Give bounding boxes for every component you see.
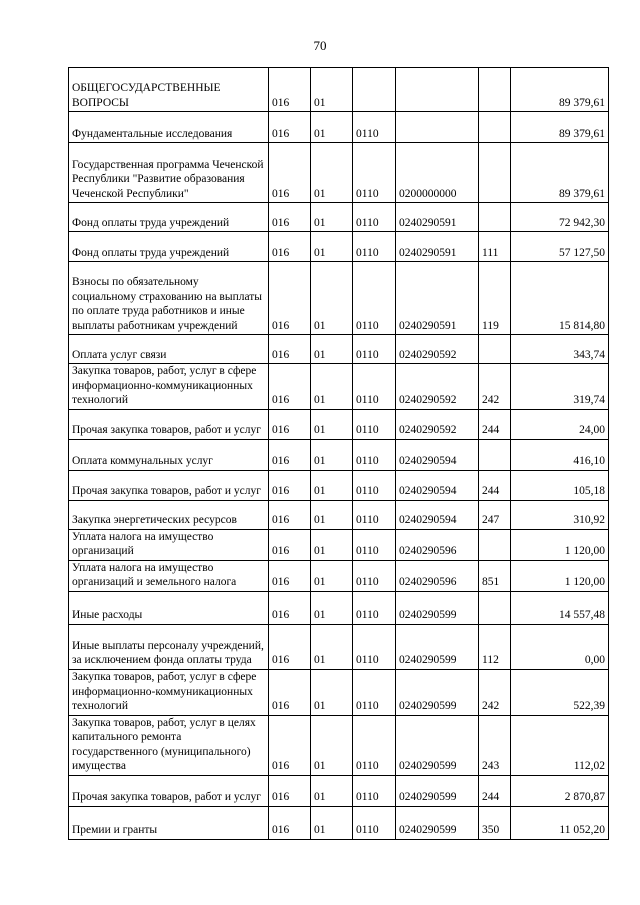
table-row xyxy=(69,715,609,775)
cell-amount: 0,00 xyxy=(511,624,609,669)
table-row xyxy=(69,409,609,439)
cell-section-code: 01 xyxy=(311,715,353,775)
cell-target-article: 0240290592 xyxy=(396,335,479,364)
cell-target-article: 0240290596 xyxy=(396,560,479,591)
cell-amount: 14 557,48 xyxy=(511,591,609,624)
cell-name: Уплата налога на имущество организаций и земельного налога xyxy=(69,560,269,591)
table-row xyxy=(69,470,609,500)
cell-target-article: 0240290599 xyxy=(396,715,479,775)
cell-subsection-code xyxy=(353,68,396,112)
cell-subsection-code: 0110 xyxy=(353,500,396,529)
budget-table-body xyxy=(69,68,609,840)
cell-amount: 72 942,30 xyxy=(511,203,609,232)
cell-expense-type: 111 xyxy=(479,232,511,262)
cell-subsection-code: 0110 xyxy=(353,112,396,143)
cell-section-code: 01 xyxy=(311,203,353,232)
cell-name: Прочая закупка товаров, работ и услуг xyxy=(69,470,269,500)
cell-ved-code: 016 xyxy=(269,409,311,439)
cell-section-code: 01 xyxy=(311,439,353,470)
cell-amount: 1 120,00 xyxy=(511,529,609,560)
cell-subsection-code: 0110 xyxy=(353,560,396,591)
cell-subsection-code: 0110 xyxy=(353,262,396,335)
cell-subsection-code: 0110 xyxy=(353,335,396,364)
cell-target-article xyxy=(396,68,479,112)
cell-section-code: 01 xyxy=(311,335,353,364)
cell-target-article: 0240290591 xyxy=(396,262,479,335)
cell-section-code: 01 xyxy=(311,624,353,669)
page-number: 70 xyxy=(313,38,327,53)
cell-section-code: 01 xyxy=(311,364,353,410)
table-row xyxy=(69,143,609,203)
cell-ved-code: 016 xyxy=(269,500,311,529)
cell-amount: 319,74 xyxy=(511,364,609,410)
table-row xyxy=(69,262,609,335)
cell-name: Закупка товаров, работ, услуг в целях капитального ремонта государственного (муниципального) имущества xyxy=(69,715,269,775)
cell-subsection-code: 0110 xyxy=(353,203,396,232)
cell-target-article: 0240290591 xyxy=(396,203,479,232)
cell-section-code: 01 xyxy=(311,669,353,715)
cell-amount: 89 379,61 xyxy=(511,68,609,112)
cell-target-article xyxy=(396,112,479,143)
table-row xyxy=(69,806,609,839)
cell-section-code: 01 xyxy=(311,262,353,335)
cell-target-article: 0240290592 xyxy=(396,364,479,410)
cell-subsection-code: 0110 xyxy=(353,143,396,203)
cell-subsection-code: 0110 xyxy=(353,529,396,560)
cell-name: ОБЩЕГОСУДАРСТВЕННЫЕ ВОПРОСЫ xyxy=(69,68,269,112)
cell-section-code: 01 xyxy=(311,591,353,624)
cell-ved-code: 016 xyxy=(269,560,311,591)
cell-name: Закупка товаров, работ, услуг в сфере информационно-коммуникационных технологий xyxy=(69,364,269,410)
cell-amount: 89 379,61 xyxy=(511,143,609,203)
cell-subsection-code: 0110 xyxy=(353,439,396,470)
cell-amount: 343,74 xyxy=(511,335,609,364)
cell-target-article: 0240290599 xyxy=(396,591,479,624)
cell-ved-code: 016 xyxy=(269,470,311,500)
cell-subsection-code: 0110 xyxy=(353,806,396,839)
cell-expense-type: 112 xyxy=(479,624,511,669)
cell-expense-type: 851 xyxy=(479,560,511,591)
cell-expense-type: 242 xyxy=(479,669,511,715)
cell-ved-code: 016 xyxy=(269,203,311,232)
cell-section-code: 01 xyxy=(311,775,353,806)
cell-amount: 15 814,80 xyxy=(511,262,609,335)
cell-amount: 1 120,00 xyxy=(511,560,609,591)
cell-name: Оплата коммунальных услуг xyxy=(69,439,269,470)
cell-section-code: 01 xyxy=(311,232,353,262)
cell-expense-type xyxy=(479,529,511,560)
cell-expense-type: 247 xyxy=(479,500,511,529)
cell-section-code: 01 xyxy=(311,68,353,112)
cell-name: Закупка энергетических ресурсов xyxy=(69,500,269,529)
table-row xyxy=(69,560,609,591)
cell-name: Уплата налога на имущество организаций xyxy=(69,529,269,560)
cell-ved-code: 016 xyxy=(269,529,311,560)
cell-name: Премии и гранты xyxy=(69,806,269,839)
cell-target-article: 0240290596 xyxy=(396,529,479,560)
cell-subsection-code: 0110 xyxy=(353,232,396,262)
cell-expense-type: 119 xyxy=(479,262,511,335)
cell-ved-code: 016 xyxy=(269,439,311,470)
cell-ved-code: 016 xyxy=(269,591,311,624)
cell-section-code: 01 xyxy=(311,560,353,591)
cell-expense-type xyxy=(479,335,511,364)
cell-target-article: 0240290592 xyxy=(396,409,479,439)
table-row xyxy=(69,203,609,232)
cell-subsection-code: 0110 xyxy=(353,591,396,624)
cell-target-article: 0240290599 xyxy=(396,669,479,715)
cell-section-code: 01 xyxy=(311,529,353,560)
cell-expense-type: 244 xyxy=(479,409,511,439)
cell-section-code: 01 xyxy=(311,112,353,143)
cell-amount: 112,02 xyxy=(511,715,609,775)
table-row xyxy=(69,232,609,262)
cell-expense-type xyxy=(479,203,511,232)
cell-target-article: 0200000000 xyxy=(396,143,479,203)
cell-name: Прочая закупка товаров, работ и услуг xyxy=(69,775,269,806)
cell-expense-type xyxy=(479,439,511,470)
table-row xyxy=(69,529,609,560)
cell-subsection-code: 0110 xyxy=(353,470,396,500)
cell-ved-code: 016 xyxy=(269,232,311,262)
cell-section-code: 01 xyxy=(311,806,353,839)
table-row xyxy=(69,68,609,112)
cell-subsection-code: 0110 xyxy=(353,715,396,775)
cell-section-code: 01 xyxy=(311,500,353,529)
cell-subsection-code: 0110 xyxy=(353,409,396,439)
table-row xyxy=(69,775,609,806)
cell-target-article: 0240290591 xyxy=(396,232,479,262)
table-row xyxy=(69,591,609,624)
cell-ved-code: 016 xyxy=(269,262,311,335)
cell-ved-code: 016 xyxy=(269,669,311,715)
cell-ved-code: 016 xyxy=(269,806,311,839)
cell-target-article: 0240290594 xyxy=(396,500,479,529)
cell-target-article: 0240290599 xyxy=(396,806,479,839)
cell-expense-type xyxy=(479,591,511,624)
table-row xyxy=(69,669,609,715)
cell-ved-code: 016 xyxy=(269,335,311,364)
cell-name: Фундаментальные исследования xyxy=(69,112,269,143)
cell-name: Государственная программа Чеченской Республики "Развитие образования Чеченской Республики" xyxy=(69,143,269,203)
cell-name: Оплата услуг связи xyxy=(69,335,269,364)
cell-name: Фонд оплаты труда учреждений xyxy=(69,232,269,262)
cell-ved-code: 016 xyxy=(269,68,311,112)
cell-target-article: 0240290599 xyxy=(396,775,479,806)
cell-amount: 310,92 xyxy=(511,500,609,529)
cell-amount: 11 052,20 xyxy=(511,806,609,839)
cell-expense-type xyxy=(479,68,511,112)
cell-name: Иные расходы xyxy=(69,591,269,624)
table-row xyxy=(69,624,609,669)
cell-subsection-code: 0110 xyxy=(353,669,396,715)
cell-amount: 105,18 xyxy=(511,470,609,500)
cell-expense-type: 350 xyxy=(479,806,511,839)
table-row xyxy=(69,335,609,364)
cell-subsection-code: 0110 xyxy=(353,624,396,669)
budget-table xyxy=(68,67,609,840)
cell-name: Взносы по обязательному социальному страхованию на выплаты по оплате труда работников и иные выплаты работникам учреждений xyxy=(69,262,269,335)
cell-ved-code: 016 xyxy=(269,775,311,806)
cell-section-code: 01 xyxy=(311,470,353,500)
cell-amount: 2 870,87 xyxy=(511,775,609,806)
cell-subsection-code: 0110 xyxy=(353,775,396,806)
cell-name: Фонд оплаты труда учреждений xyxy=(69,203,269,232)
cell-expense-type xyxy=(479,143,511,203)
cell-amount: 24,00 xyxy=(511,409,609,439)
cell-target-article: 0240290599 xyxy=(396,624,479,669)
cell-name: Закупка товаров, работ, услуг в сфере информационно-коммуникационных технологий xyxy=(69,669,269,715)
cell-ved-code: 016 xyxy=(269,112,311,143)
cell-target-article: 0240290594 xyxy=(396,470,479,500)
cell-section-code: 01 xyxy=(311,409,353,439)
cell-section-code: 01 xyxy=(311,143,353,203)
table-row xyxy=(69,439,609,470)
cell-amount: 57 127,50 xyxy=(511,232,609,262)
cell-ved-code: 016 xyxy=(269,364,311,410)
cell-amount: 522,39 xyxy=(511,669,609,715)
cell-name: Прочая закупка товаров, работ и услуг xyxy=(69,409,269,439)
cell-subsection-code: 0110 xyxy=(353,364,396,410)
cell-expense-type: 243 xyxy=(479,715,511,775)
cell-name: Иные выплаты персоналу учреждений, за исключением фонда оплаты труда xyxy=(69,624,269,669)
cell-expense-type xyxy=(479,112,511,143)
cell-ved-code: 016 xyxy=(269,143,311,203)
cell-expense-type: 244 xyxy=(479,470,511,500)
cell-amount: 416,10 xyxy=(511,439,609,470)
table-row xyxy=(69,112,609,143)
cell-expense-type: 244 xyxy=(479,775,511,806)
cell-expense-type: 242 xyxy=(479,364,511,410)
table-row xyxy=(69,500,609,529)
cell-amount: 89 379,61 xyxy=(511,112,609,143)
cell-ved-code: 016 xyxy=(269,715,311,775)
table-row xyxy=(69,364,609,410)
cell-ved-code: 016 xyxy=(269,624,311,669)
cell-target-article: 0240290594 xyxy=(396,439,479,470)
